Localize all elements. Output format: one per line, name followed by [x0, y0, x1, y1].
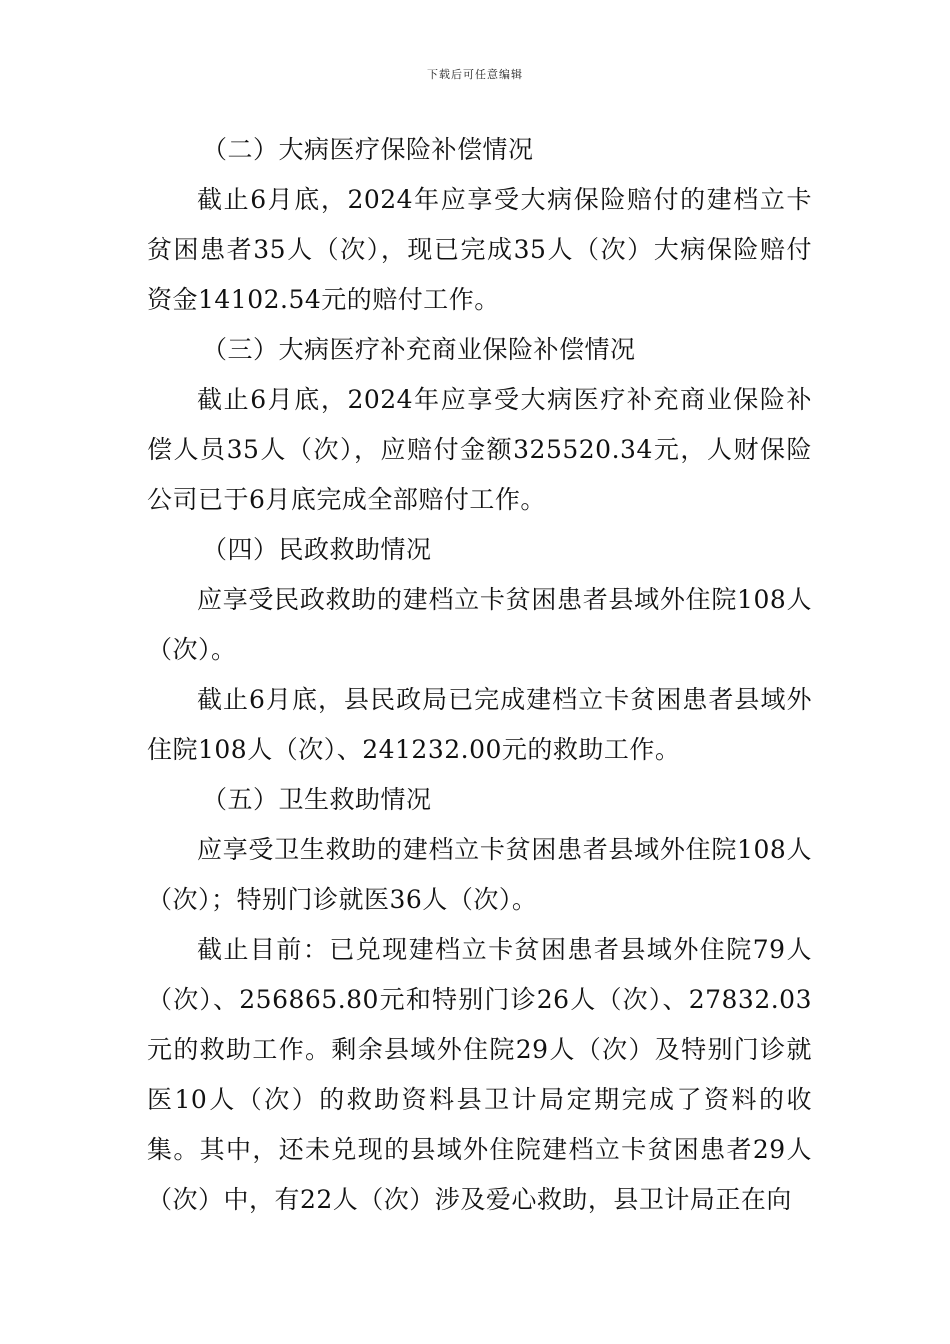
section-heading-2: （二）大病医疗保险补偿情况 — [202, 135, 534, 164]
paragraph-civil-affairs-completed: 截止6月底，县民政局已完成建档立卡贫困患者县域外住院108人（次）、241232.00元的救助工作。 — [147, 685, 812, 764]
paragraph-commercial-insurance: 截止6月底，2024年应享受大病医疗补充商业保险补偿人员35人（次），应赔付金额325520.34元，人财保险公司已于6月底完成全部赔付工作。 — [147, 385, 812, 514]
section-heading-4: （四）民政救助情况 — [202, 535, 432, 564]
page-header-note: 下载后可任意编辑 — [427, 68, 523, 81]
document-body — [147, 125, 812, 1225]
paragraph-major-illness-insurance: 截止6月底，2024年应享受大病保险赔付的建档立卡贫困患者35人（次），现已完成35人（次）大病保险赔付资金14102.54元的赔付工作。 — [147, 185, 812, 314]
section-heading-5: （五）卫生救助情况 — [202, 785, 432, 814]
section-heading-3: （三）大病医疗补充商业保险补偿情况 — [202, 335, 636, 364]
paragraph-health-aid-progress: 截止目前：已兑现建档立卡贫困患者县域外住院79人（次）、256865.80元和特别门诊26人（次）、27832.03元的救助工作。剩余县域外住院29人（次）及特别门诊就医10人（次）的救助资料县卫计局定期完成了资料的收集。其中，还未兑现的县域外住院建档立卡贫困患者29人（次）中，有22人（次）涉及爱心救助，县卫计局正在向 — [147, 935, 812, 1214]
paragraph-civil-affairs-eligible: 应享受民政救助的建档立卡贫困患者县域外住院108人（次）。 — [147, 585, 812, 664]
paragraph-health-aid-eligible: 应享受卫生救助的建档立卡贫困患者县域外住院108人（次）；特别门诊就医36人（次）。 — [147, 835, 812, 914]
